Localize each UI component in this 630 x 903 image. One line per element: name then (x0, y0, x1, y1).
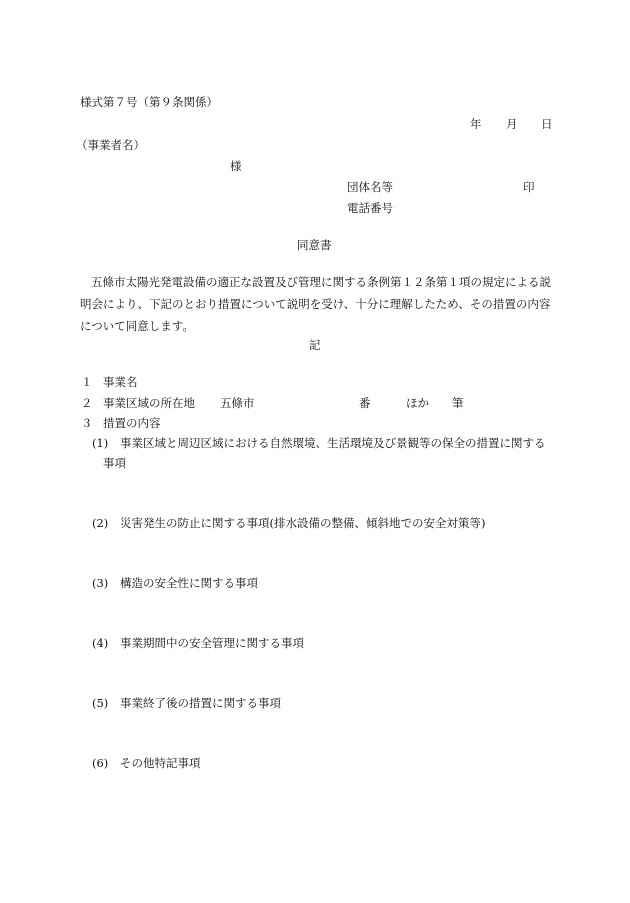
seal-mark: 印 (523, 180, 535, 194)
honorific-sama: 様 (230, 159, 242, 173)
measure-1-label-continued: 事項 (103, 456, 126, 470)
item-1-number: １ (81, 375, 93, 389)
measure-4-number: (4) (92, 636, 109, 650)
date-year-label: 年 (470, 117, 482, 131)
measure-2-label: 災害発生の防止に関する事項(排水設備の整備、傾斜地での安全対策等) (120, 516, 486, 530)
date-month-label: 月 (506, 117, 518, 131)
location-hitsu-label: 筆 (452, 396, 464, 410)
item-2-number: ２ (81, 396, 93, 410)
measure-3-label: 構造の安全性に関する事項 (120, 576, 258, 590)
phone-number-label: 電話番号 (347, 201, 393, 215)
measure-5-number: (5) (92, 696, 109, 710)
item-3-number: ３ (81, 416, 93, 430)
measure-3-number: (3) (92, 576, 109, 590)
location-ban-label: 番 (359, 396, 371, 410)
document-title: 同意書 (297, 238, 332, 252)
measure-6-label: その他特記事項 (120, 756, 201, 770)
ki-marker: 記 (309, 338, 321, 352)
item-2-label: 事業区域の所在地 (103, 396, 195, 410)
measure-4-label: 事業期間中の安全管理に関する事項 (120, 636, 304, 650)
measure-1-label: 事業区域と周辺区域における自然環境、生活環境及び景観等の保全の措置に関する (120, 436, 546, 450)
date-day-label: 日 (541, 117, 553, 131)
location-city: 五條市 (220, 396, 255, 410)
item-1-label: 事業名 (103, 375, 138, 389)
measure-5-label: 事業終了後の措置に関する事項 (120, 696, 281, 710)
organization-label: 団体名等 (347, 180, 393, 194)
consent-body-text: 五條市太陽光発電設備の適正な設置及び管理に関する条例第１２条第１項の規定による説明会により、下記のとおり措置について説明を受け、十分に理解したため、その措置の内容について同意します。 (80, 275, 551, 333)
measure-2-number: (2) (92, 516, 109, 530)
form-label: 様式第７号（第９条関係） (80, 95, 218, 109)
location-hoka-label: ほか (406, 396, 429, 410)
item-3-label: 措置の内容 (103, 416, 161, 430)
business-operator-name-label: （事業者名） (76, 138, 145, 152)
measure-1-number: (1) (92, 436, 109, 450)
measure-6-number: (6) (92, 756, 109, 770)
